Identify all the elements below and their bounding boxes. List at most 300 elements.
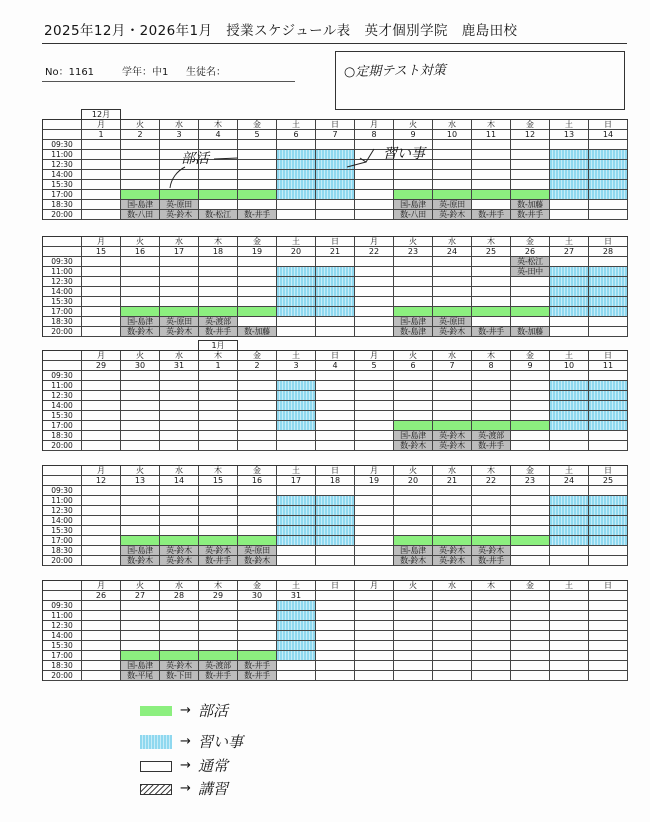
schedule-cell — [199, 170, 238, 180]
schedule-cell — [511, 661, 550, 671]
schedule-cell — [238, 391, 277, 401]
lesson-cell: 英-原田 — [433, 317, 472, 327]
date-cell: 6 — [277, 130, 316, 140]
schedule-cell — [511, 317, 550, 327]
hobby-cell — [277, 526, 316, 536]
club-activity-cell — [511, 421, 550, 431]
schedule-cell — [160, 421, 199, 431]
schedule-cell — [82, 431, 121, 441]
lesson-cell: 数-八田 — [394, 210, 433, 220]
schedule-cell — [238, 150, 277, 160]
schedule-cell — [82, 287, 121, 297]
date-cell: 15 — [82, 247, 121, 257]
schedule-cell — [550, 621, 589, 631]
schedule-cell — [511, 150, 550, 160]
schedule-cell — [82, 556, 121, 566]
schedule-cell — [277, 371, 316, 381]
day-of-week-cell: 火 — [394, 351, 433, 361]
schedule-cell — [511, 641, 550, 651]
hobby-cell — [550, 190, 589, 200]
hobby-cell — [277, 621, 316, 631]
schedule-cell — [160, 287, 199, 297]
day-of-week-cell: 火 — [394, 120, 433, 130]
schedule-cell — [121, 526, 160, 536]
date-cell: 6 — [394, 361, 433, 371]
schedule-cell — [589, 546, 628, 556]
schedule-cell — [394, 661, 433, 671]
date-cell: 28 — [589, 247, 628, 257]
schedule-cell — [589, 200, 628, 210]
schedule-cell — [589, 431, 628, 441]
schedule-cell — [238, 180, 277, 190]
club-activity-cell — [394, 421, 433, 431]
hobby-cell — [550, 160, 589, 170]
date-cell — [316, 591, 355, 601]
day-of-week-cell: 火 — [121, 351, 160, 361]
schedule-cell — [511, 601, 550, 611]
schedule-cell — [82, 170, 121, 180]
schedule-cell — [472, 526, 511, 536]
date-cell — [394, 591, 433, 601]
week-block — [42, 465, 628, 566]
time-label: 20:00 — [43, 441, 82, 451]
schedule-cell — [238, 411, 277, 421]
club-activity-cell — [394, 536, 433, 546]
schedule-cell — [121, 371, 160, 381]
schedule-cell — [316, 661, 355, 671]
arrow-icon: → — [180, 781, 191, 796]
hobby-cell — [316, 170, 355, 180]
date-cell: 1 — [82, 130, 121, 140]
time-label: 15:30 — [43, 180, 82, 190]
lesson-cell: 国-島津 — [121, 546, 160, 556]
schedule-cell — [82, 631, 121, 641]
hobby-cell — [550, 381, 589, 391]
date-cell: 16 — [238, 476, 277, 486]
club-activity-cell — [472, 307, 511, 317]
date-cell — [355, 591, 394, 601]
schedule-cell — [199, 287, 238, 297]
time-label: 20:00 — [43, 556, 82, 566]
green-bar-swatch — [140, 706, 172, 716]
date-cell: 27 — [121, 591, 160, 601]
schedule-cell — [550, 651, 589, 661]
schedule-cell — [199, 257, 238, 267]
day-of-week-cell: 水 — [160, 237, 199, 247]
schedule-cell — [433, 257, 472, 267]
schedule-cell — [589, 671, 628, 681]
blue-marker-swatch — [140, 735, 172, 749]
hobby-cell — [589, 170, 628, 180]
hobby-cell — [589, 496, 628, 506]
schedule-cell — [433, 371, 472, 381]
schedule-cell — [160, 486, 199, 496]
schedule-cell — [160, 257, 199, 267]
day-of-week-cell: 木 — [199, 120, 238, 130]
schedule-cell — [394, 371, 433, 381]
club-activity-cell — [121, 536, 160, 546]
hobby-cell — [316, 267, 355, 277]
schedule-cell — [394, 391, 433, 401]
schedule-cell — [82, 327, 121, 337]
lesson-cell: 数-鈴木 — [121, 327, 160, 337]
schedule-cell — [121, 170, 160, 180]
schedule-cell — [511, 297, 550, 307]
day-of-week-cell: 水 — [160, 581, 199, 591]
hobby-cell — [277, 277, 316, 287]
schedule-cell — [589, 601, 628, 611]
lesson-cell: 数-鈴木 — [121, 556, 160, 566]
schedule-cell — [472, 381, 511, 391]
schedule-cell — [121, 140, 160, 150]
day-of-week-cell: 金 — [238, 237, 277, 247]
hobby-cell — [550, 391, 589, 401]
date-cell: 7 — [316, 130, 355, 140]
date-cell: 13 — [550, 130, 589, 140]
day-of-week-cell: 金 — [511, 581, 550, 591]
lesson-cell: 英-渡部 — [199, 661, 238, 671]
schedule-cell — [511, 486, 550, 496]
time-label: 20:00 — [43, 327, 82, 337]
schedule-cell — [394, 411, 433, 421]
schedule-cell — [355, 641, 394, 651]
club-activity-cell — [199, 536, 238, 546]
schedule-cell — [121, 287, 160, 297]
hobby-cell — [316, 307, 355, 317]
hobby-cell — [589, 526, 628, 536]
schedule-cell — [160, 411, 199, 421]
schedule-cell — [82, 160, 121, 170]
title-underline — [42, 43, 627, 44]
schedule-cell — [472, 297, 511, 307]
schedule-cell — [238, 496, 277, 506]
schedule-cell — [199, 496, 238, 506]
hobby-cell — [316, 526, 355, 536]
schedule-cell — [238, 621, 277, 631]
date-cell: 2 — [238, 361, 277, 371]
schedule-cell — [277, 327, 316, 337]
lesson-cell: 英-鈴木 — [433, 556, 472, 566]
schedule-cell — [472, 486, 511, 496]
time-label: 09:30 — [43, 140, 82, 150]
student-name-label: 生徒名： — [186, 67, 226, 78]
hobby-cell — [316, 287, 355, 297]
schedule-cell — [550, 140, 589, 150]
time-label: 15:30 — [43, 297, 82, 307]
time-label: 09:30 — [43, 486, 82, 496]
date-cell: 18 — [316, 476, 355, 486]
corner-cell — [43, 476, 82, 486]
hobby-cell — [589, 421, 628, 431]
lesson-cell: 英-原田 — [433, 200, 472, 210]
lesson-cell: 数-鈴木 — [394, 556, 433, 566]
date-cell: 8 — [355, 130, 394, 140]
club-activity-cell — [121, 651, 160, 661]
date-cell: 5 — [238, 130, 277, 140]
time-label: 09:30 — [43, 371, 82, 381]
schedule-cell — [121, 506, 160, 516]
hobby-cell — [277, 267, 316, 277]
time-label: 18:30 — [43, 546, 82, 556]
day-of-week-cell: 水 — [433, 581, 472, 591]
schedule-cell — [394, 297, 433, 307]
schedule-cell — [277, 431, 316, 441]
schedule-cell — [355, 317, 394, 327]
schedule-cell — [160, 611, 199, 621]
date-cell: 17 — [160, 247, 199, 257]
hobby-cell — [589, 267, 628, 277]
time-label: 18:30 — [43, 200, 82, 210]
schedule-cell — [433, 180, 472, 190]
schedule-cell — [82, 661, 121, 671]
schedule-cell — [394, 277, 433, 287]
schedule-cell — [277, 671, 316, 681]
club-activity-cell — [433, 190, 472, 200]
schedule-cell — [121, 496, 160, 506]
day-of-week-cell: 土 — [277, 581, 316, 591]
hobby-cell — [550, 496, 589, 506]
hobby-cell — [277, 180, 316, 190]
schedule-cell — [121, 441, 160, 451]
hobby-cell — [277, 496, 316, 506]
schedule-cell — [277, 257, 316, 267]
club-activity-cell — [433, 307, 472, 317]
hobby-cell — [316, 180, 355, 190]
schedule-cell — [589, 556, 628, 566]
schedule-cell — [199, 526, 238, 536]
date-cell: 19 — [355, 476, 394, 486]
lesson-cell: 英-鈴木 — [433, 546, 472, 556]
time-label: 14:00 — [43, 170, 82, 180]
schedule-cell — [238, 257, 277, 267]
hatched-box-swatch — [140, 784, 172, 795]
schedule-cell — [433, 671, 472, 681]
lesson-cell: 英-渡部 — [472, 431, 511, 441]
schedule-cell — [316, 556, 355, 566]
date-cell: 24 — [433, 247, 472, 257]
schedule-cell — [472, 170, 511, 180]
schedule-cell — [511, 287, 550, 297]
hobby-cell — [550, 150, 589, 160]
schedule-cell — [355, 671, 394, 681]
week-block — [42, 580, 628, 681]
hobby-cell — [316, 150, 355, 160]
club-activity-cell — [433, 421, 472, 431]
schedule-cell — [355, 200, 394, 210]
day-of-week-cell: 土 — [550, 581, 589, 591]
schedule-cell — [160, 140, 199, 150]
schedule-cell — [433, 661, 472, 671]
schedule-cell — [82, 381, 121, 391]
schedule-cell — [82, 297, 121, 307]
schedule-cell — [472, 641, 511, 651]
schedule-cell — [82, 140, 121, 150]
schedule-cell — [433, 621, 472, 631]
schedule-cell — [121, 180, 160, 190]
schedule-cell — [82, 601, 121, 611]
lesson-cell: 英-田中 — [511, 267, 550, 277]
date-cell: 11 — [472, 130, 511, 140]
schedule-cell — [550, 546, 589, 556]
schedule-cell — [550, 641, 589, 651]
schedule-cell — [433, 140, 472, 150]
schedule-cell — [472, 267, 511, 277]
time-label: 17:00 — [43, 651, 82, 661]
schedule-cell — [199, 516, 238, 526]
lesson-cell: 数-松江 — [199, 210, 238, 220]
day-of-week-cell: 水 — [160, 120, 199, 130]
day-of-week-cell: 月 — [355, 466, 394, 476]
schedule-cell — [394, 601, 433, 611]
schedule-cell — [277, 317, 316, 327]
time-label: 09:30 — [43, 601, 82, 611]
hobby-cell — [589, 401, 628, 411]
hobby-cell — [589, 536, 628, 546]
schedule-cell — [82, 150, 121, 160]
time-label: 14:00 — [43, 287, 82, 297]
day-of-week-cell: 木 — [199, 351, 238, 361]
schedule-cell — [238, 486, 277, 496]
schedule-cell — [199, 371, 238, 381]
schedule-cell — [394, 287, 433, 297]
schedule-cell — [160, 506, 199, 516]
lesson-cell: 英-原田 — [160, 317, 199, 327]
date-cell: 15 — [199, 476, 238, 486]
schedule-cell — [355, 381, 394, 391]
date-cell: 18 — [199, 247, 238, 257]
schedule-cell — [277, 661, 316, 671]
schedule-cell — [160, 297, 199, 307]
schedule-cell — [433, 516, 472, 526]
corner-cell — [43, 120, 82, 130]
date-cell — [589, 591, 628, 601]
date-cell — [511, 591, 550, 601]
schedule-cell — [355, 526, 394, 536]
schedule-cell — [238, 641, 277, 651]
schedule-cell — [199, 277, 238, 287]
schedule-cell — [121, 277, 160, 287]
schedule-grid — [42, 350, 628, 451]
hobby-cell — [277, 160, 316, 170]
day-of-week-cell: 土 — [277, 237, 316, 247]
schedule-cell — [238, 421, 277, 431]
date-cell: 27 — [550, 247, 589, 257]
hobby-annotation: 習い事 — [383, 146, 425, 162]
hobby-cell — [550, 307, 589, 317]
schedule-cell — [199, 631, 238, 641]
hobby-cell — [277, 190, 316, 200]
schedule-cell — [355, 277, 394, 287]
hobby-cell — [550, 277, 589, 287]
lesson-cell: 英-鈴木 — [472, 546, 511, 556]
schedule-cell — [433, 297, 472, 307]
club-activity-cell — [511, 307, 550, 317]
time-label: 18:30 — [43, 661, 82, 671]
club-activity-cell — [121, 307, 160, 317]
club-activity-cell — [433, 536, 472, 546]
schedule-cell — [316, 631, 355, 641]
schedule-cell — [511, 401, 550, 411]
schedule-cell — [511, 180, 550, 190]
schedule-cell — [160, 267, 199, 277]
time-label: 14:00 — [43, 516, 82, 526]
schedule-cell — [511, 170, 550, 180]
schedule-cell — [511, 651, 550, 661]
lesson-cell: 英-鈴木 — [199, 546, 238, 556]
schedule-cell — [121, 411, 160, 421]
schedule-cell — [550, 200, 589, 210]
time-label: 18:30 — [43, 431, 82, 441]
schedule-cell — [511, 411, 550, 421]
schedule-cell — [82, 421, 121, 431]
schedule-cell — [82, 496, 121, 506]
schedule-cell — [355, 536, 394, 546]
schedule-cell — [199, 621, 238, 631]
schedule-cell — [316, 257, 355, 267]
time-label: 15:30 — [43, 526, 82, 536]
time-label: 14:00 — [43, 631, 82, 641]
hobby-cell — [550, 297, 589, 307]
schedule-cell — [355, 210, 394, 220]
hobby-cell — [316, 277, 355, 287]
schedule-cell — [277, 200, 316, 210]
hobby-cell — [277, 601, 316, 611]
day-of-week-cell: 金 — [511, 466, 550, 476]
arrow-icon: → — [180, 758, 191, 773]
hobby-cell — [589, 150, 628, 160]
lesson-cell: 数-井手 — [472, 327, 511, 337]
schedule-cell — [472, 496, 511, 506]
schedule-cell — [589, 210, 628, 220]
schedule-cell — [121, 621, 160, 631]
schedule-cell — [589, 661, 628, 671]
schedule-cell — [82, 651, 121, 661]
lesson-cell: 英-松江 — [511, 257, 550, 267]
schedule-cell — [550, 611, 589, 621]
schedule-cell — [160, 170, 199, 180]
schedule-cell — [199, 441, 238, 451]
arrow-icon: → — [180, 703, 191, 718]
schedule-cell — [433, 391, 472, 401]
day-of-week-cell: 月 — [82, 237, 121, 247]
schedule-cell — [433, 277, 472, 287]
lesson-cell: 数-島津 — [394, 327, 433, 337]
schedule-cell — [82, 277, 121, 287]
lesson-cell: 数-井手 — [199, 671, 238, 681]
schedule-cell — [355, 411, 394, 421]
club-activity-cell — [199, 190, 238, 200]
lesson-cell: 数-井手 — [511, 210, 550, 220]
schedule-cell — [355, 516, 394, 526]
schedule-cell — [589, 486, 628, 496]
schedule-cell — [472, 621, 511, 631]
time-label: 11:00 — [43, 496, 82, 506]
schedule-cell — [82, 536, 121, 546]
schedule-cell — [472, 180, 511, 190]
date-cell: 29 — [82, 361, 121, 371]
schedule-cell — [160, 526, 199, 536]
schedule-cell — [433, 170, 472, 180]
schedule-cell — [355, 621, 394, 631]
schedule-cell — [394, 526, 433, 536]
date-cell: 3 — [160, 130, 199, 140]
time-label: 09:30 — [43, 257, 82, 267]
info-underline — [42, 81, 295, 82]
schedule-cell — [82, 486, 121, 496]
schedule-grid — [42, 119, 628, 220]
schedule-cell — [511, 441, 550, 451]
hobby-cell — [277, 516, 316, 526]
